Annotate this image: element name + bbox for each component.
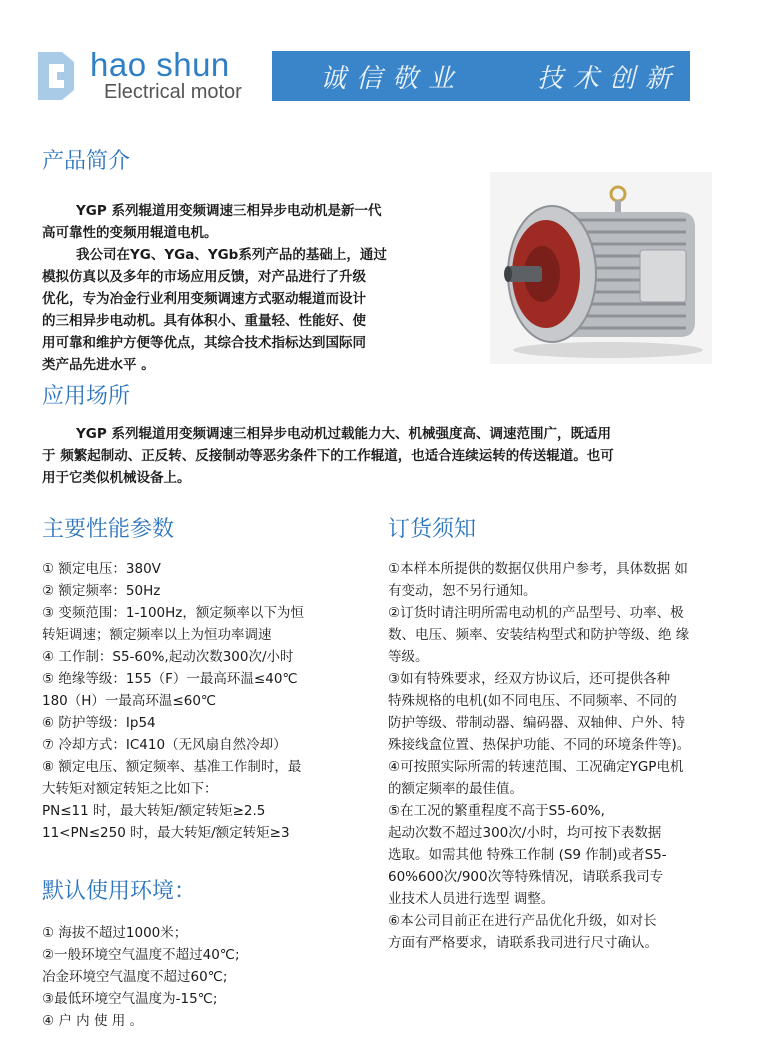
order-item: 起动次数不超过300次/小时，均可按下表数据 <box>388 825 662 841</box>
text-line: 用可靠和维护方便等优点，其综合技术指标达到国际同 <box>42 335 366 351</box>
order-item: 有变动，恕不另行通知。 <box>388 583 537 599</box>
order-item: ③如有特殊要求，经双方协议后，还可提供各种 <box>388 671 671 687</box>
env-item: ① 海拔不超过1000米； <box>42 925 188 941</box>
param-item: 11<PN≤250 时，最大转矩/额定转矩≥3 <box>42 825 290 841</box>
order-item: ⑤在工况的繁重程度不高于S5-60%, <box>388 803 605 819</box>
apply-text <box>42 423 742 489</box>
param-item: ⑥ 防护等级：Ip54 <box>42 715 156 731</box>
text-line: 我公司在YG、YGa、YGb系列产品的基础上，通过 <box>76 247 387 263</box>
order-item: 等级。 <box>388 649 429 665</box>
params-list <box>42 558 357 844</box>
order-item: 60%600次/900次等特殊情况，请联系我司专 <box>388 869 664 885</box>
env-item: ③最低环境空气温度为-15℃; <box>42 991 218 1007</box>
order-list <box>388 558 746 954</box>
order-item: 特殊规格的电机(如不同电压、不同频率、不同的 <box>388 693 677 709</box>
brand-subtitle: Electrical motor <box>104 81 242 103</box>
order-item: 殊接线盒位置、热保护功能、不同的环境条件等)。 <box>388 737 691 753</box>
order-item: 业技术人员进行选型 调整。 <box>388 891 555 907</box>
slogan: 诚信敬业 技术创新 <box>320 63 682 94</box>
param-item: ⑦ 冷却方式：IC410（无风扇自然冷却） <box>42 737 287 753</box>
env-list <box>42 922 342 1032</box>
param-item: ⑧ 额定电压、额定频率、基准工作制时，最 <box>42 759 302 775</box>
text-line: 类产品先进水平 。 <box>42 357 155 373</box>
text-line: YGP 系列辊道用变频调速三相异步电动机是新一代 <box>76 203 382 219</box>
motor-image <box>490 172 712 364</box>
order-title: 订货须知 <box>388 517 477 542</box>
text-line: 高可靠性的变频用辊道电机。 <box>42 225 218 241</box>
param-item: 大转矩对额定转矩之比如下： <box>42 781 218 797</box>
text-line: 用于它类似机械设备上。 <box>42 470 191 486</box>
env-item: ④ 户 内 使 用 。 <box>42 1013 144 1029</box>
intro-title: 产品简介 <box>42 149 131 174</box>
params-title: 主要性能参数 <box>42 517 175 542</box>
text-line: 的三相异步电动机。具有体积小、重量轻、性能好、使 <box>42 313 366 329</box>
order-item: 数、电压、频率、安装结构型式和防护等级、绝 缘 <box>388 627 690 643</box>
order-item: ①本样本所提供的数据仅供用户参考，具体数据 如 <box>388 561 688 577</box>
order-item: ②订货时请注明所需电动机的产品型号、功率、极 <box>388 605 684 621</box>
text-line: 优化，专为冶金行业利用变频调速方式驱动辊道而设计 <box>42 291 366 307</box>
text-line: YGP 系列辊道用变频调速三相异步电动机过载能力大、机械强度高、调速范围广，既适用 <box>76 426 611 442</box>
logo-icon <box>38 52 74 100</box>
apply-title: 应用场所 <box>42 384 131 409</box>
intro-text <box>42 200 452 376</box>
brand-name: hao shun <box>90 46 230 83</box>
param-item: ④ 工作制：S5-60%,起动次数300次/小时 <box>42 649 294 665</box>
text-line: 于 频繁起制动、正反转、反接制动等恶劣条件下的工作辊道，也适合连续运转的传送辊道。也可 <box>42 448 614 464</box>
text-line: 模拟仿真以及多年的市场应用反馈，对产品进行了升级 <box>42 269 366 285</box>
param-item: PN≤11 时，最大转矩/额定转矩≥2.5 <box>42 803 266 819</box>
param-item: ② 额定频率：50Hz <box>42 583 161 599</box>
order-item: ⑥本公司目前正在进行产品优化升级，如对长 <box>388 913 657 929</box>
param-item: ① 额定电压：380V <box>42 561 161 577</box>
env-item: 冶金环境空气温度不超过60℃; <box>42 969 228 985</box>
param-item: ⑤ 绝缘等级：155（F）一最高环温≤40℃ <box>42 671 298 687</box>
param-item: 转矩调速；额定频率以上为恒功率调速 <box>42 627 272 643</box>
order-item: 方面有严格要求，请联系我司进行尺寸确认。 <box>388 935 658 951</box>
slogan-banner <box>272 51 690 101</box>
param-item: ③ 变频范围：1-100Hz，额定频率以下为恒 <box>42 605 304 621</box>
env-title: 默认使用环境： <box>42 879 197 904</box>
order-item: 的额定频率的最佳值。 <box>388 781 523 797</box>
param-item: 180（H）一最高环温≤60℃ <box>42 693 217 709</box>
order-item: ④可按照实际所需的转速范围、工况确定YGP电机 <box>388 759 684 775</box>
order-item: 防护等级、带制动器、编码器、双轴伸、户外、特 <box>388 715 685 731</box>
order-item: 选取。如需其他 特殊工作制 (S9 作制)或者S5- <box>388 847 667 863</box>
env-item: ②一般环境空气温度不超过40℃; <box>42 947 240 963</box>
